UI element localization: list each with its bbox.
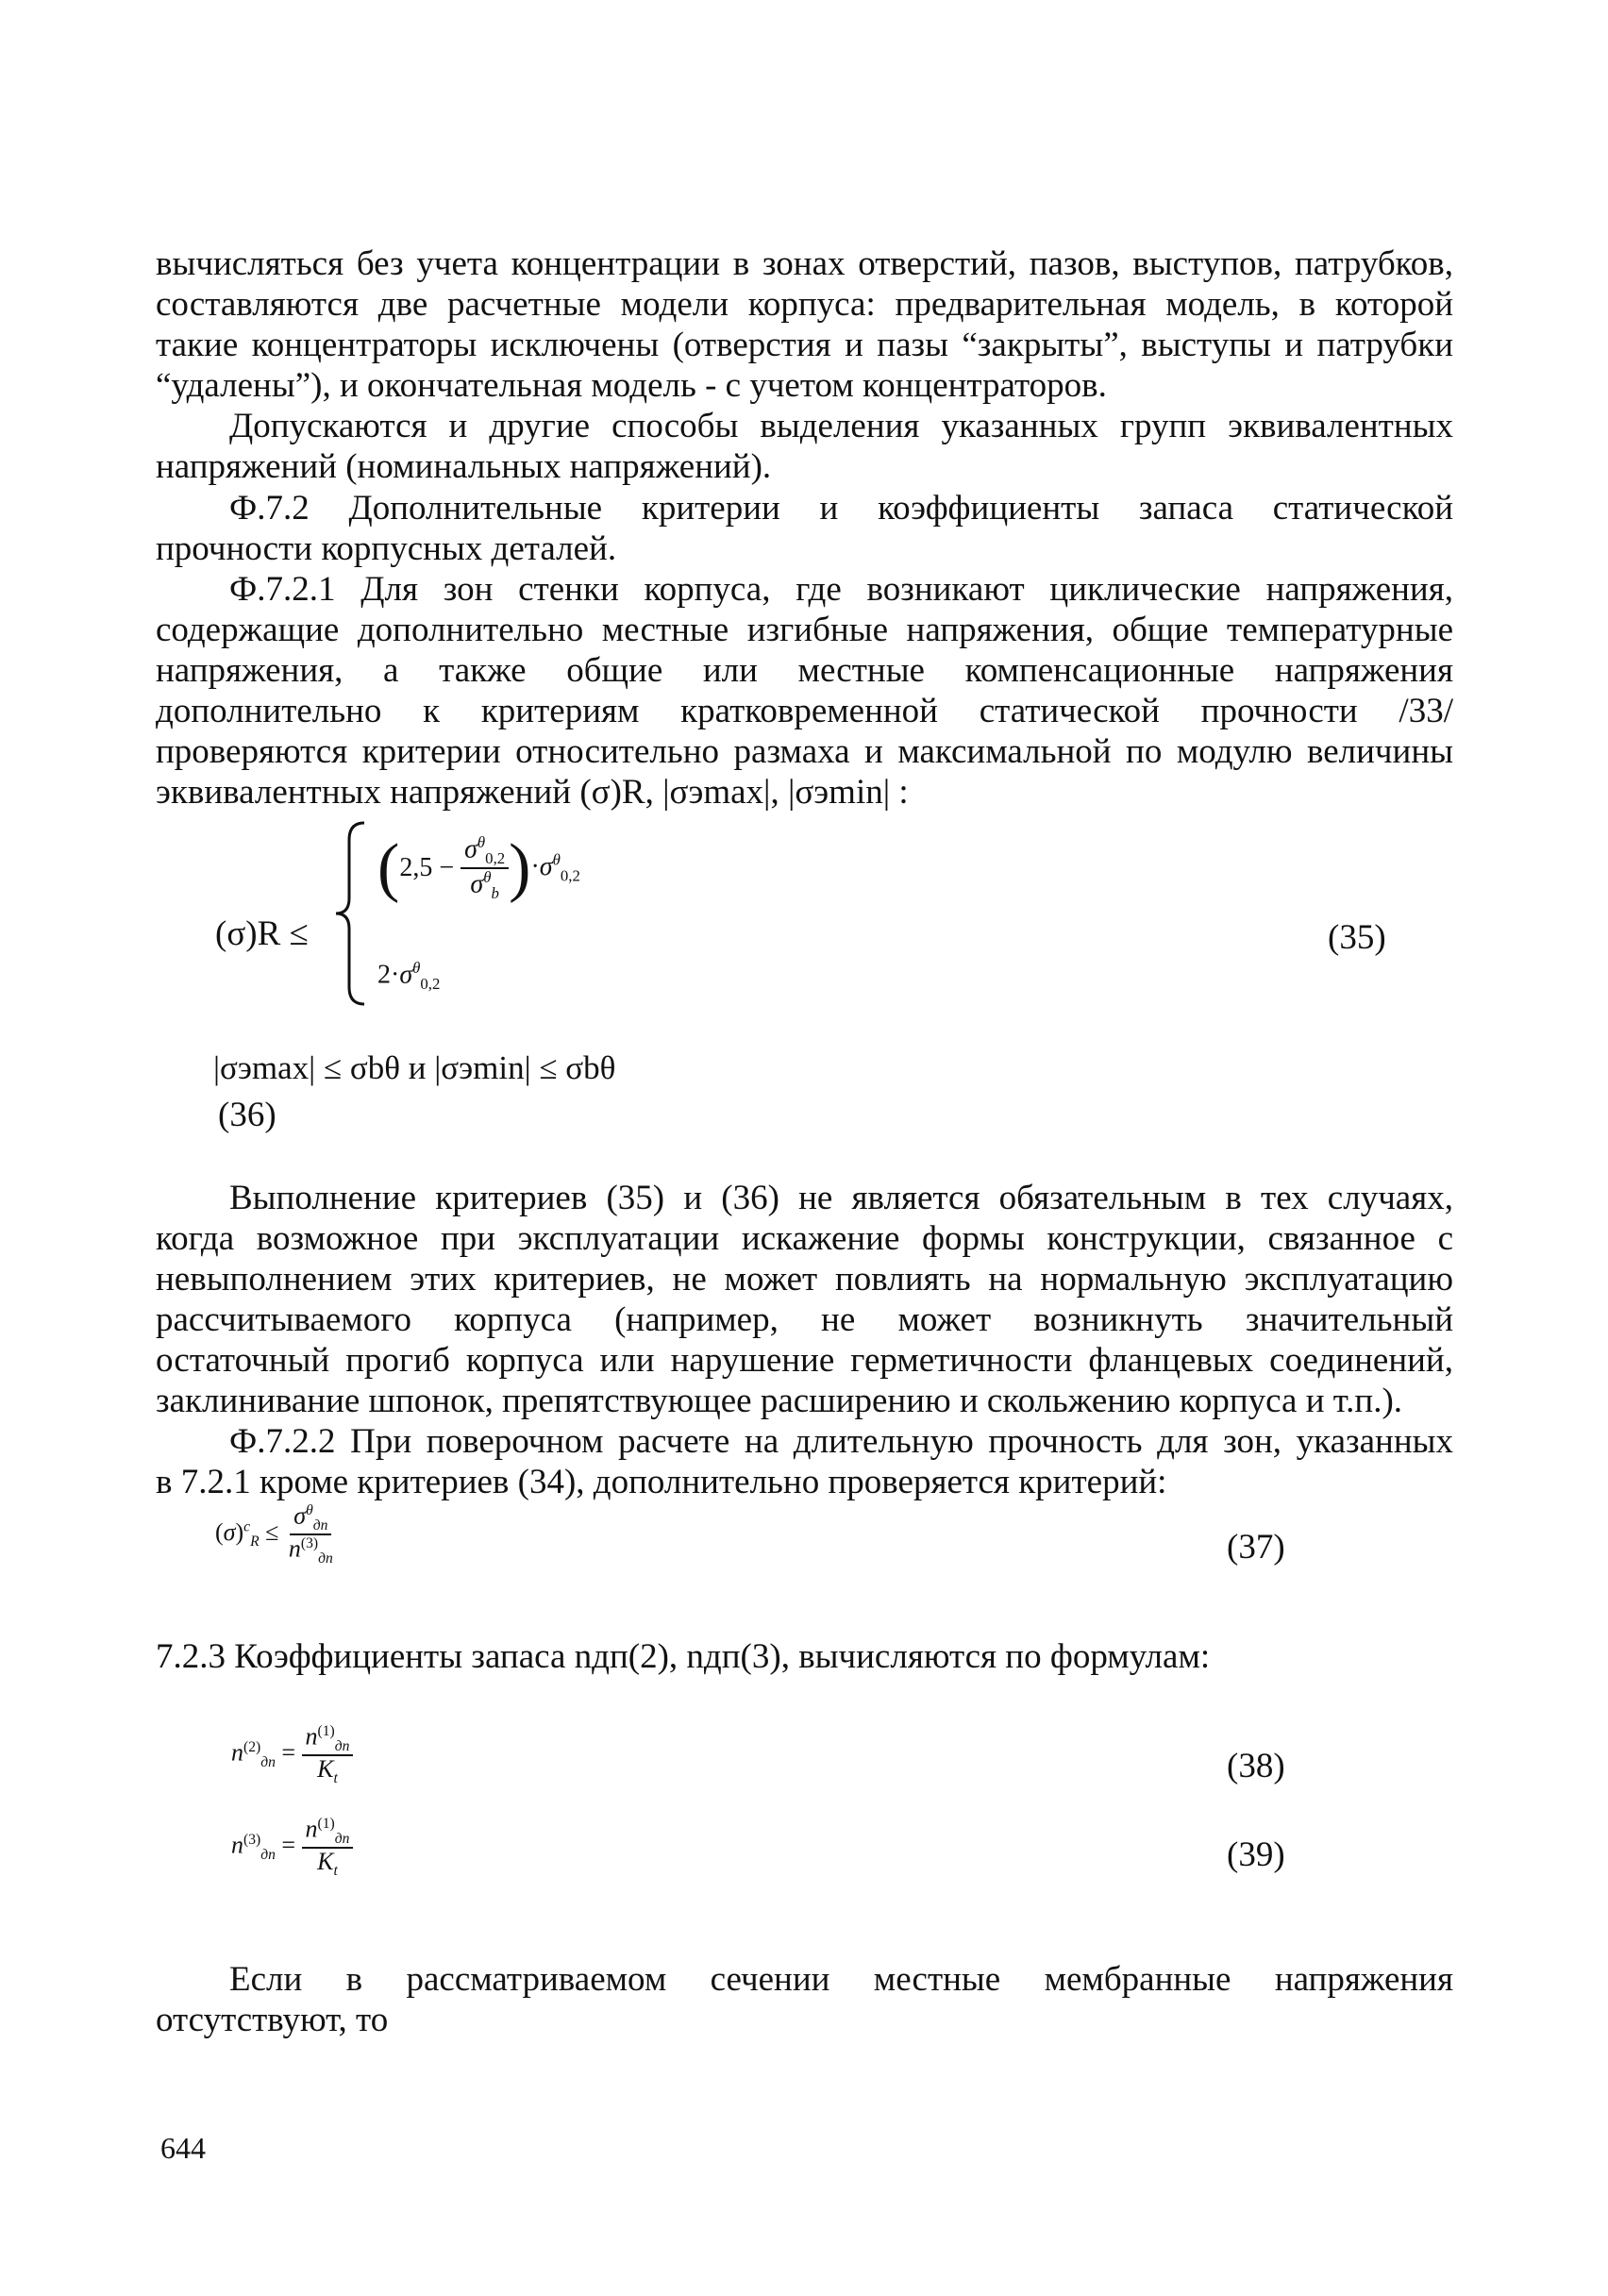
equation-number: (35): [1328, 918, 1386, 957]
text-line: напряжений (номинальных напряжений).: [156, 447, 772, 486]
page-number: 644: [160, 2131, 206, 2165]
paragraph-7: [156, 1636, 1453, 1677]
text-line: в 7.2.1 кроме критериев (34), дополнительно проверяется критерий:: [156, 1463, 1167, 1501]
equation-number: (37): [1227, 1528, 1285, 1567]
equation-number: (39): [1227, 1835, 1285, 1874]
text-line: дополнительно к критериям кратковременной статической прочности /33/: [156, 692, 1453, 730]
text-line: Ф.7.2 Дополнительные критерии и коэффициенты запаса статической: [229, 489, 1453, 528]
text-line: Выполнение критериев (35) и (36) не является обязательным в тех случаях,: [229, 1179, 1453, 1217]
equation-number: (36): [218, 1096, 276, 1134]
eq36-formula: |σэmax| ≤ σbθ и |σэmin| ≤ σbθ: [213, 1049, 616, 1086]
text-line: невыполнением этих критериев, не может повлиять на нормальную эксплуатацию: [156, 1260, 1453, 1299]
text-line: эквивалентных напряжений (σ)R, |σэmax|, |σэmin| :: [156, 773, 909, 812]
left-brace-icon: [332, 819, 370, 1008]
text-line: вычисляться без учета концентрации в зонах отверстий, пазов, выступов, патрубков,: [156, 244, 1453, 283]
eq35-case2: $2\cdot\sigma^\theta_{0,2}$: [377, 959, 441, 993]
text-line: отсутствуют, то: [156, 2001, 389, 2039]
text-line: “удалены”), и окончательная модель - с учетом концентраторов.: [156, 366, 1107, 405]
text-line: Допускаются и другие способы выделения указанных групп эквивалентных: [229, 407, 1453, 445]
text-line: проверяются критерии относительно размаха и максимальной по модулю величины: [156, 732, 1453, 771]
equation-number: (38): [1227, 1747, 1285, 1785]
text-line: составляются две расчетные модели корпуса: предварительная модель, в которой: [156, 285, 1453, 324]
text-line: заклинивание шпонок, препятствующее расширению и скольжению корпуса и т.п.).: [156, 1382, 1403, 1420]
text-line: Ф.7.2.1 Для зон стенки корпуса, где возникают циклические напряжения,: [229, 570, 1453, 609]
text-line: напряжения, а также общие или местные компенсационные напряжения: [156, 651, 1453, 690]
paragraph-2: [156, 406, 1453, 487]
paragraph-6: [156, 1421, 1453, 1502]
eq39-formula: $n^{(3)}_{дп}$ = $\frac{n^{(1)}_{дп}}{K_t}$: [231, 1816, 353, 1879]
paragraph-8: [156, 1959, 1453, 2040]
eq35-case1: (2,5 − $\frac{\sigma^\theta_{0,2}}{\sigma^\theta_b}$ )$\cdot\sigma^\theta_{0,2}$: [377, 831, 580, 904]
text-line: Ф.7.2.2 При поверочном расчете на длительную прочность для зон, указанных: [229, 1422, 1453, 1461]
eq37-formula: $(\sigma)^c_R$ ≤ $\frac{\sigma^\theta_{дп}}{n^{(3)}_{дп}}$: [215, 1501, 333, 1567]
text-line: прочности корпусных деталей.: [156, 529, 617, 568]
paragraph-5: [156, 1178, 1453, 1421]
paragraph-4: [156, 569, 1453, 813]
text-line: остаточный прогиб корпуса или нарушение герметичности фланцевых соединений,: [156, 1341, 1453, 1380]
text-line: когда возможное при эксплуатации искажение формы конструкции, связанное с: [156, 1219, 1453, 1258]
paragraph-1: [156, 243, 1453, 406]
text-line: Если в рассматриваемом сечении местные мембранные напряжения: [229, 1960, 1453, 1999]
paragraph-3: [156, 488, 1453, 569]
text-line: 7.2.3 Коэффициенты запаса nдп(2), nдп(3), вычисляются по формулам:: [156, 1637, 1211, 1676]
eq35-lhs: (σ)R ≤: [215, 914, 309, 953]
text-line: такие концентраторы исключены (отверстия и пазы “закрыты”, выступы и патрубки: [156, 326, 1453, 364]
eq38-formula: $n^{(2)}_{дп}$ = $\frac{n^{(1)}_{дп}}{K_t}$: [231, 1723, 353, 1786]
text-line: содержащие дополнительно местные изгибные напряжения, общие температурные: [156, 611, 1453, 649]
text-line: рассчитываемого корпуса (например, не может возникнуть значительный: [156, 1300, 1453, 1339]
